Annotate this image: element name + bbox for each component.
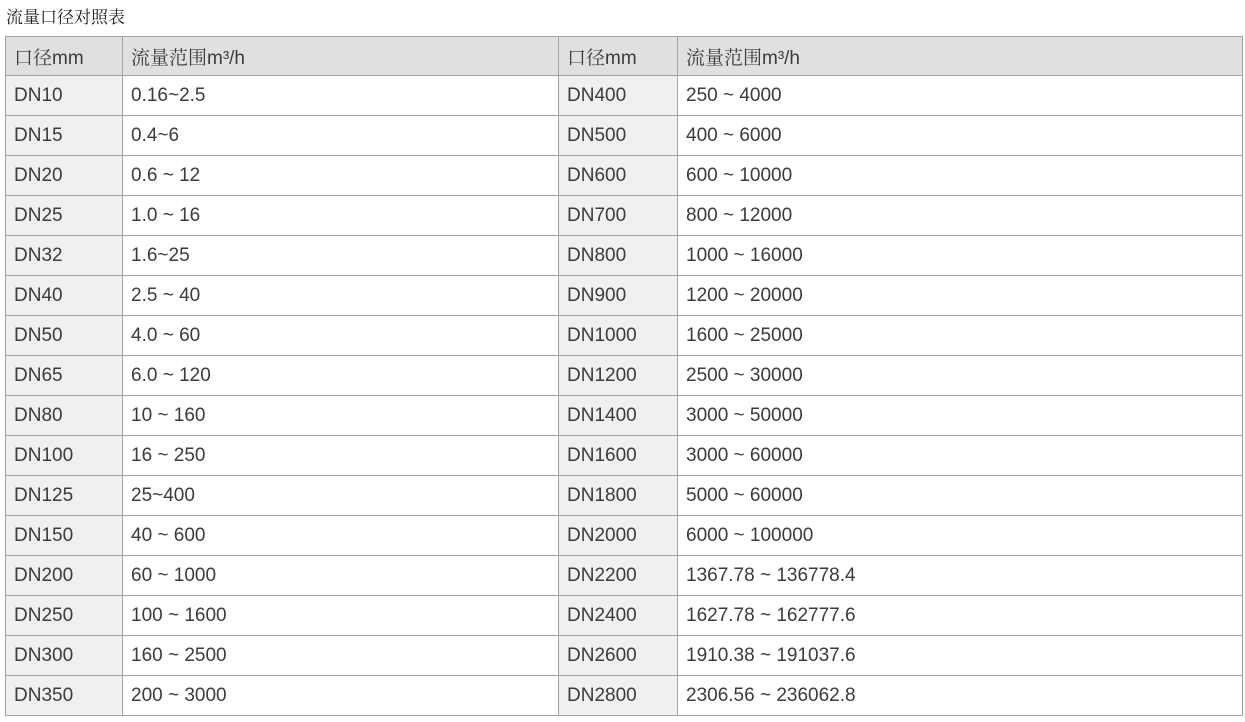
dn-cell: DN2400: [559, 596, 678, 636]
range-cell: 0.6 ~ 12: [123, 156, 559, 196]
table-row: [6, 156, 1243, 196]
range-cell: 160 ~ 2500: [123, 636, 559, 676]
dn-cell: DN900: [559, 276, 678, 316]
range-cell: 2306.56 ~ 236062.8: [678, 676, 1243, 716]
dn-cell: DN40: [6, 276, 123, 316]
dn-cell: DN25: [6, 196, 123, 236]
dn-cell: DN2600: [559, 636, 678, 676]
dn-cell: DN1600: [559, 436, 678, 476]
range-cell: 16 ~ 250: [123, 436, 559, 476]
range-cell: 25~400: [123, 476, 559, 516]
table-row: [6, 356, 1243, 396]
table-row: [6, 396, 1243, 436]
range-cell: 4.0 ~ 60: [123, 316, 559, 356]
dn-cell: DN100: [6, 436, 123, 476]
table-row: [6, 116, 1243, 156]
dn-cell: DN200: [6, 556, 123, 596]
table-row: [6, 76, 1243, 116]
dn-cell: DN350: [6, 676, 123, 716]
table-row: [6, 436, 1243, 476]
range-cell: 600 ~ 10000: [678, 156, 1243, 196]
range-cell: 800 ~ 12000: [678, 196, 1243, 236]
range-cell: 40 ~ 600: [123, 516, 559, 556]
table-row: [6, 516, 1243, 556]
dn-cell: DN125: [6, 476, 123, 516]
range-cell: 1.6~25: [123, 236, 559, 276]
range-cell: 0.16~2.5: [123, 76, 559, 116]
dn-cell: DN2000: [559, 516, 678, 556]
dn-cell: DN80: [6, 396, 123, 436]
range-cell: 1627.78 ~ 162777.6: [678, 596, 1243, 636]
dn-cell: DN2800: [559, 676, 678, 716]
table-row: [6, 556, 1243, 596]
range-cell: 5000 ~ 60000: [678, 476, 1243, 516]
range-cell: 10 ~ 160: [123, 396, 559, 436]
dn-cell: DN1200: [559, 356, 678, 396]
dn-cell: DN20: [6, 156, 123, 196]
dn-cell: DN150: [6, 516, 123, 556]
dn-cell: DN10: [6, 76, 123, 116]
range-cell: 2500 ~ 30000: [678, 356, 1243, 396]
table-row: [6, 476, 1243, 516]
dn-cell: DN250: [6, 596, 123, 636]
dn-cell: DN600: [559, 156, 678, 196]
dn-cell: DN1000: [559, 316, 678, 356]
dn-cell: DN15: [6, 116, 123, 156]
dn-cell: DN1800: [559, 476, 678, 516]
table-body: [6, 76, 1243, 716]
table-row: [6, 276, 1243, 316]
dn-cell: DN65: [6, 356, 123, 396]
dn-cell: DN500: [559, 116, 678, 156]
range-cell: 250 ~ 4000: [678, 76, 1243, 116]
range-cell: 3000 ~ 60000: [678, 436, 1243, 476]
table-row: [6, 196, 1243, 236]
dn-cell: DN800: [559, 236, 678, 276]
range-cell: 1.0 ~ 16: [123, 196, 559, 236]
dn-cell: DN300: [6, 636, 123, 676]
range-cell: 100 ~ 1600: [123, 596, 559, 636]
dn-cell: DN32: [6, 236, 123, 276]
header-dn-left: 口径mm: [6, 37, 123, 76]
range-cell: 1600 ~ 25000: [678, 316, 1243, 356]
range-cell: 1200 ~ 20000: [678, 276, 1243, 316]
table-row: [6, 596, 1243, 636]
range-cell: 200 ~ 3000: [123, 676, 559, 716]
header-dn-right: 口径mm: [559, 37, 678, 76]
dn-cell: DN50: [6, 316, 123, 356]
range-cell: 1000 ~ 16000: [678, 236, 1243, 276]
dn-cell: DN400: [559, 76, 678, 116]
page-title: 流量口径对照表: [6, 8, 125, 27]
dn-cell: DN2200: [559, 556, 678, 596]
range-cell: 1910.38 ~ 191037.6: [678, 636, 1243, 676]
table-row: [6, 636, 1243, 676]
dn-cell: DN700: [559, 196, 678, 236]
range-cell: 60 ~ 1000: [123, 556, 559, 596]
range-cell: 1367.78 ~ 136778.4: [678, 556, 1243, 596]
table-row: [6, 236, 1243, 276]
table-header-row: [6, 37, 1243, 76]
header-range-left: 流量范围m³/h: [123, 37, 559, 76]
range-cell: 2.5 ~ 40: [123, 276, 559, 316]
table-row: [6, 316, 1243, 356]
table-row: [6, 676, 1243, 716]
header-range-right: 流量范围m³/h: [678, 37, 1243, 76]
range-cell: 400 ~ 6000: [678, 116, 1243, 156]
range-cell: 3000 ~ 50000: [678, 396, 1243, 436]
range-cell: 6.0 ~ 120: [123, 356, 559, 396]
flow-diameter-table: [5, 36, 1243, 716]
range-cell: 6000 ~ 100000: [678, 516, 1243, 556]
dn-cell: DN1400: [559, 396, 678, 436]
range-cell: 0.4~6: [123, 116, 559, 156]
